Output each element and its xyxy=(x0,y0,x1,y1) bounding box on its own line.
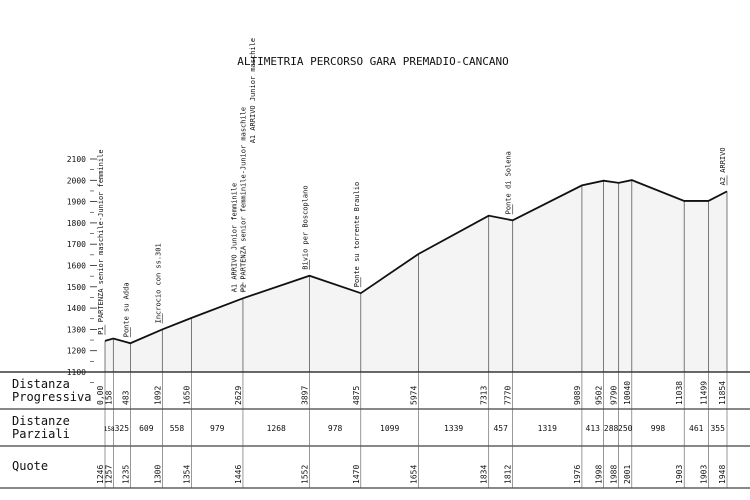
altitude-label: 1470 xyxy=(351,464,361,484)
annotation-label: Ponte di Solena xyxy=(504,151,513,215)
annotation-label: A2 ARRIVO xyxy=(719,147,727,186)
distance-label: 7313 xyxy=(479,385,489,405)
distance-label: 483 xyxy=(121,390,131,405)
partial-distance-label: 979 xyxy=(210,424,225,433)
row-label-quote: Quote xyxy=(12,459,49,473)
partial-distance-label: 558 xyxy=(169,424,185,433)
distance-label: 7770 xyxy=(503,385,513,405)
row-label-parziali: Parziali xyxy=(12,427,70,441)
distance-label: 1092 xyxy=(153,385,163,405)
annotation-label: Bivio per Boscoplano xyxy=(301,185,310,270)
altitude-label: 1354 xyxy=(182,464,192,484)
distance-label: 4875 xyxy=(351,385,361,405)
altitude-label: 2001 xyxy=(622,464,632,484)
row-label-distanza: Distanza xyxy=(12,377,70,391)
altitude-label: 1235 xyxy=(121,464,131,484)
y-tick-label: 1600 xyxy=(66,261,86,271)
partial-distance-label: 355 xyxy=(710,424,725,433)
altitude-label: 1903 xyxy=(675,464,685,484)
distance-label: 3897 xyxy=(300,385,310,405)
y-tick-label: 1100 xyxy=(66,368,86,377)
partial-distance-label: 998 xyxy=(650,424,666,433)
distance-label: 10040 xyxy=(622,380,632,405)
distance-label: 2629 xyxy=(233,385,243,405)
altitude-label: 1654 xyxy=(409,464,419,484)
annotation-label: A1 ARRIVO Junior femminile xyxy=(230,182,239,293)
data-table xyxy=(0,372,750,488)
annotation-label: Ponte su Adda xyxy=(122,282,131,338)
altitude-label: 1300 xyxy=(153,464,163,484)
row-label-progressiva: Progressiva xyxy=(12,390,92,404)
altitude-label: 1988 xyxy=(609,464,619,484)
distance-label: 158 xyxy=(104,390,114,405)
partial-distance-label: 978 xyxy=(327,424,343,433)
y-tick-label: 2000 xyxy=(66,176,86,186)
altitude-label: 1257 xyxy=(104,464,114,484)
distance-label: 9089 xyxy=(572,385,582,405)
distance-label: 9790 xyxy=(609,385,619,405)
partial-distance-label: 413 xyxy=(585,424,600,433)
y-tick-label: 1700 xyxy=(66,240,86,250)
y-tick-label: 1500 xyxy=(66,282,86,292)
y-axis xyxy=(67,155,97,383)
y-tick-label: 1400 xyxy=(66,304,86,314)
partial-distance-label: 288 xyxy=(603,424,619,433)
partial-distance-label: 1099 xyxy=(380,424,400,433)
altitude-label: 1976 xyxy=(572,464,582,484)
y-tick-label: 1900 xyxy=(66,197,86,207)
altitude-label: 1812 xyxy=(503,464,513,484)
partial-distance-label: 1268 xyxy=(266,424,286,433)
profile-area xyxy=(105,180,727,372)
partial-distance-label: 250 xyxy=(618,424,633,433)
altitude-label: 1446 xyxy=(233,464,243,484)
altitude-label: 1903 xyxy=(699,464,709,484)
distance-label: 1650 xyxy=(182,385,192,405)
annotation-label-arrivo: A1 ARRIVO Junior maschile xyxy=(248,37,257,144)
y-tick-label: 1800 xyxy=(66,218,86,228)
distance-label: 11038 xyxy=(675,380,685,405)
annotation-label: P1 PARTENZA senior maschile-Junior femminile xyxy=(97,149,105,335)
altitude-label: 1834 xyxy=(479,464,489,484)
chart-title: ALTIMETRIA PERCORSO GARA PREMADIO-CANCANO xyxy=(237,55,509,68)
altitude-label: 1552 xyxy=(300,464,310,484)
partial-distance-label: 158 xyxy=(103,426,115,433)
partial-distance-label: 457 xyxy=(493,424,508,433)
annotation-label: P2 PARTENZA senior femminile-Junior maschile xyxy=(239,106,248,293)
altitude-label: 1948 xyxy=(718,464,727,484)
partial-distance-label: 325 xyxy=(114,424,130,433)
distance-label: 5974 xyxy=(409,385,419,405)
row-label-distanze: Distanze xyxy=(12,414,70,428)
partial-distance-label: 1319 xyxy=(537,424,557,433)
altitude-label: 1246 xyxy=(96,464,105,484)
annotation-label: Ponte su torrente Braulio xyxy=(352,181,361,288)
altitude-label: 1998 xyxy=(594,464,604,484)
partial-distance-label: 1339 xyxy=(443,424,464,433)
table-columns xyxy=(96,372,727,488)
annotation-label: Incrocio con ss.301 xyxy=(154,243,163,324)
y-tick-label: 2100 xyxy=(66,155,86,164)
partial-distance-label: 609 xyxy=(139,424,154,433)
profile-fill xyxy=(105,180,727,372)
distance-label: 11854 xyxy=(718,380,727,405)
y-tick-label: 1300 xyxy=(66,325,86,335)
distance-label: 9502 xyxy=(594,385,604,405)
distance-label: 0,00 xyxy=(96,385,105,405)
y-tick-label: 1200 xyxy=(66,346,86,356)
partial-distance-label: 461 xyxy=(689,424,704,433)
distance-label: 11499 xyxy=(699,380,709,405)
